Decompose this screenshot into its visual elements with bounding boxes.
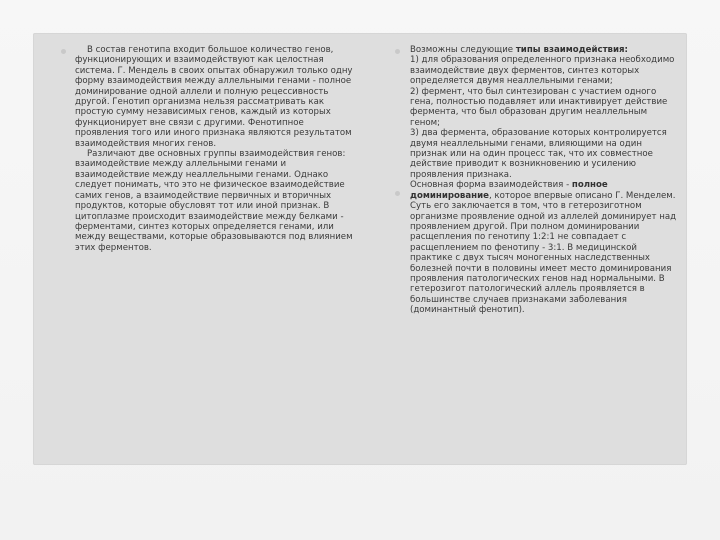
right-item-1: 1) для образования определенного признака необходимо взаимодействие двух ферментов, синтез которых определяется двумя неаллельными генами;: [410, 55, 675, 87]
right-bullet-1-heading: [410, 45, 678, 55]
bold-text: типы взаимодействия:: [515, 45, 628, 55]
bold-text: полное доминирование: [410, 180, 608, 201]
left-paragraph-2: Различают две основных группы взаимодействия генов: взаимодействие между аллельными генами и взаимодействие между неаллельными генами. Однако следует понимать, что это не физическое взаимодействие самих генов, а взаимодействие первичных и вторичных продуктов, которые обусловят тот или иной признак. В цитоплазме происходит взаимодействие между белками - ферментами, синтез которых определяется генами, или между веществами, которые образовываются под влиянием этих ферментов.: [75, 149, 353, 253]
left-column: [75, 45, 357, 253]
bullet-icon: [395, 49, 400, 54]
left-paragraph-1: В состав генотипа входит большое количество генов, функционирующих и взаимодействуют как целостная система. Г. Мендель в своих опытах обнаружил только одну форму взаимодействия между аллельными генами - полное доминирование одной аллели и полную рецессивность другой. Генотип организма нельзя рассматривать как простую сумму независимых генов, каждый из которых функционирует вне связи с другими. Фенотипное проявления того или иного признака являются результатом взаимодействия многих генов.: [75, 45, 353, 149]
content-panel: [33, 33, 687, 465]
bullet-icon: [395, 191, 400, 196]
right-item-3: 3) два фермента, образование которых контролируется двумя неаллельными генами, влияющими на один признак или на один процесс так, что их совместное действие приводит к возникновению и усилению проявления признака.: [410, 128, 667, 180]
intro-text: Возможны следующие: [410, 45, 516, 55]
right-bullet-2: [410, 180, 678, 315]
bullet-icon: [61, 49, 66, 54]
right-column: [410, 45, 678, 316]
body-text: , которое впервые описано Г. Менделем. Суть его заключается в том, что в гетерозиготном организме проявление одной из аллелей доминирует над проявлением другой. При полном доминировании расщепления по генотипу 1:2:1 не совпадает с расщеплением по фенотипу - 3:1. В медицинской практике с двух тысяч моногенных наследственных болезней почти в половины имеет место доминирования проявления патологических генов над нормальными. В гетерозигот патологический аллель проявляется в большинстве случаев признаками заболевания (доминантный фенотип).: [410, 190, 677, 316]
intro-text: Основная форма взаимодействия -: [410, 180, 572, 191]
right-item-2: 2) фермент, что был синтезирован с участием одного гена, полностью подавляет или инактивирует действие фермента, что был образован другим неаллельным геном;: [410, 86, 668, 128]
